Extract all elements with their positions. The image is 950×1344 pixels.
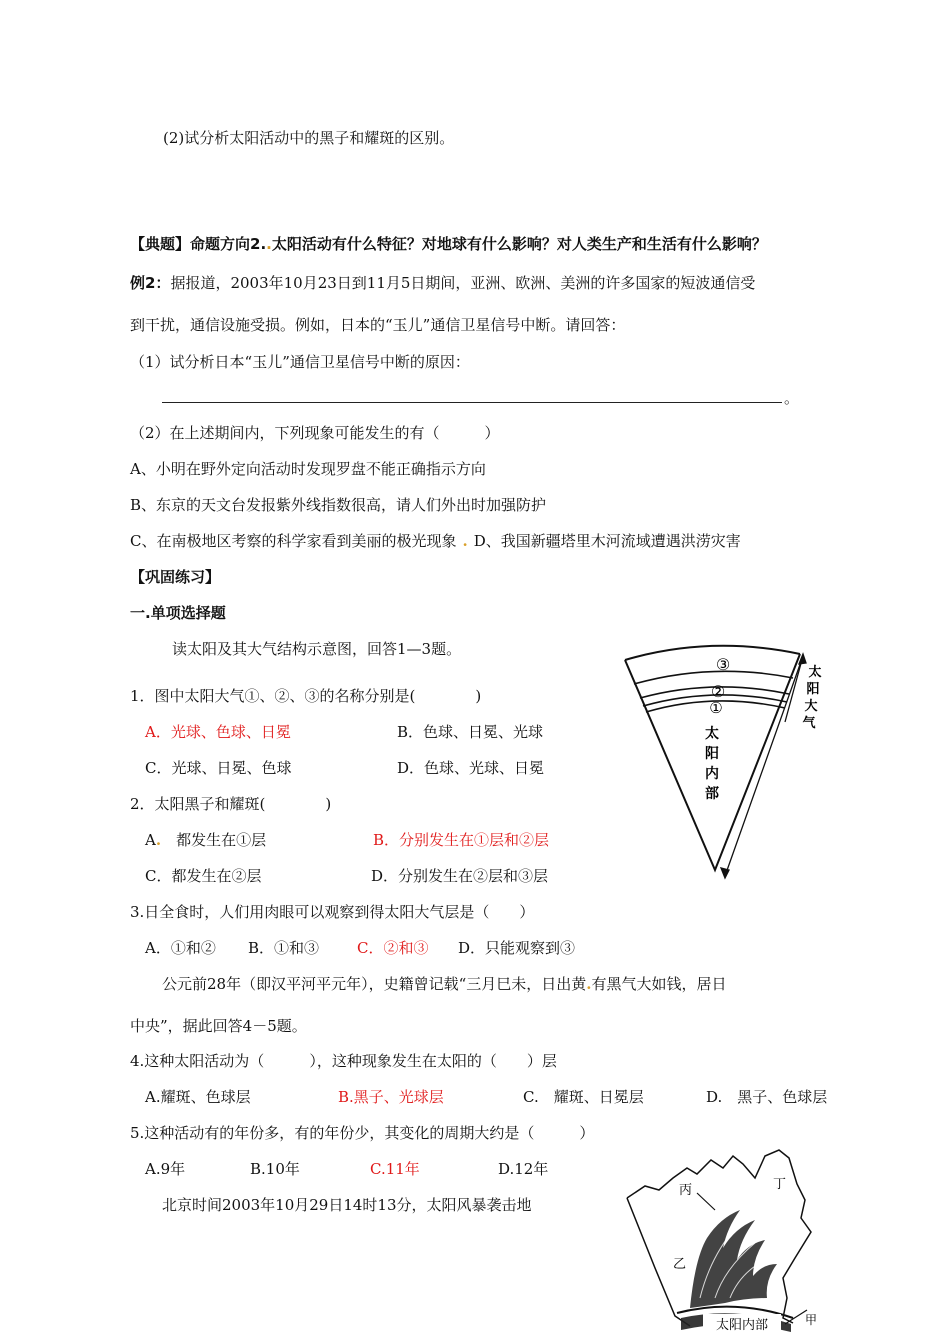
flare-body <box>690 1210 777 1308</box>
q2-option-a-letter: A <box>145 831 156 849</box>
section-heading: 一.单项选择题 <box>130 604 226 622</box>
small-dot-mark: . <box>462 532 468 550</box>
layer3-label: ③ <box>715 655 731 674</box>
example2-option-c: C、在南极地区考察的科学家看到美丽的极光现象 <box>130 532 457 550</box>
small-dot-mark: . <box>155 831 162 849</box>
q1-option-a: A．光球、色球、日冕 <box>145 723 291 741</box>
arrow-head-bottom <box>721 868 729 878</box>
label-yi: 乙 <box>673 1257 687 1272</box>
answer-line <box>162 388 799 408</box>
interior-char-1: 太 <box>705 726 719 742</box>
q3-option-d: D．只能观察到③ <box>458 939 576 957</box>
q3-option-b: B．①和③ <box>248 939 320 957</box>
label-ding: 丁 <box>773 1177 787 1192</box>
atmos-char-1: 太 <box>808 665 822 680</box>
q5-option-c: C.11年 <box>370 1160 420 1178</box>
example2-option-cd <box>130 531 741 551</box>
q4-option-a: A.耀斑、色球层 <box>145 1088 251 1106</box>
atmos-measure-line <box>785 656 803 722</box>
q2-stem: 2．太阳黑子和耀斑( ) <box>130 795 332 813</box>
example2-q1: （1）试分析日本“玉儿”通信卫星信号中断的原因： <box>130 353 470 371</box>
small-dot-mark: . <box>266 235 272 253</box>
outer-arc <box>625 646 800 660</box>
passage3: 北京时间2003年10月29日14时13分，太阳风暴袭击地 <box>162 1196 532 1214</box>
atmos-char-3: 大 <box>804 699 818 714</box>
answer-blank[interactable] <box>162 390 782 403</box>
q2-option-b: B．分别发生在①层和②层 <box>373 831 550 849</box>
example2-option-b: B、东京的天文台发报紫外线指数很高，请人们外出时加强防护 <box>130 496 547 514</box>
q1-option-b: B．色球、日冕、光球 <box>397 723 544 741</box>
example2-q2: （2）在上述期间内，下列现象可能发生的有（ ） <box>130 424 500 442</box>
typical-bracket: 【典题】 <box>130 235 191 253</box>
q1-stem: 1．图中太阳大气①、②、③的名称分别是( ) <box>130 687 482 705</box>
q5-option-d: D.12年 <box>498 1160 549 1178</box>
typical-text-a: 命题方向2. <box>190 235 267 253</box>
q4-option-d: D. 黑子、色球层 <box>706 1088 828 1106</box>
interior-char-2: 阳 <box>705 746 719 762</box>
example2-option-a: A、小明在野外定向活动时发现罗盘不能正确指示方向 <box>130 460 486 478</box>
answer-end-mark: 。 <box>784 389 800 407</box>
q2-option-c: C．都发生在②层 <box>145 867 262 885</box>
atmos-char-4: 气 <box>802 716 816 731</box>
interior-char-3: 内 <box>705 766 719 782</box>
label-bing: 丙 <box>679 1183 693 1198</box>
example2-text1: 据报道，2003年10月23日到11月5日期间，亚洲、欧洲、美洲的许多国家的短波通信受 <box>170 274 756 292</box>
q4-option-b: B.黑子、光球层 <box>338 1088 444 1106</box>
prev-question-2: (2)试分析太阳活动中的黑子和耀斑的区别。 <box>163 129 455 147</box>
example2-line2: 到干扰，通信设施受损。例如，日本的“玉儿”通信卫星信号中断。请回答： <box>130 316 626 334</box>
passage1-text-b: 有黑气大如钱，居日 <box>591 975 727 993</box>
q4-stem: 4.这种太阳活动为（ ），这种现象发生在太阳的（ ）层 <box>130 1052 557 1070</box>
q5-option-b: B.10年 <box>250 1160 300 1178</box>
layer1-label: ① <box>709 699 723 717</box>
example2-label: 例2： <box>130 274 171 292</box>
label-jia: 甲 <box>805 1313 818 1327</box>
q1-option-c: C．光球、日冕、色球 <box>145 759 292 777</box>
figure-intro: 读太阳及其大气结构示意图，回答1—3题。 <box>172 640 462 658</box>
q3-option-a: A．①和② <box>145 939 216 957</box>
typical-text-b: 太阳活动有什么特征？对地球有什么影响？对人类生产和生活有什么影响？ <box>271 235 767 253</box>
practice-heading: 【巩固练习】 <box>130 568 221 586</box>
label-sun-interior: 太阳内部 <box>715 1318 769 1333</box>
q1-option-d: D．色球、光球、日冕 <box>397 759 545 777</box>
bing-pointer <box>697 1193 715 1210</box>
example2-line1 <box>130 273 755 293</box>
passage1-text-a: 公元前28年（即汉平河平元年），史籍曾记载“三月巳未，日出黄 <box>162 975 587 993</box>
q2-option-d: D．分别发生在②层和③层 <box>371 867 549 885</box>
passage1 <box>162 974 727 994</box>
example2-option-d: D、我国新疆塔里木河流域遭遇洪涝灾害 <box>473 532 741 550</box>
atmos-char-2: 阳 <box>806 682 820 697</box>
interior-char-4: 部 <box>705 786 719 802</box>
q5-stem: 5.这种活动有的年份多，有的年份少，其变化的周期大约是（ ） <box>130 1124 595 1142</box>
q3-stem: 3.日全食时，人们用肉眼可以观察到得太阳大气层是（ ） <box>130 903 535 921</box>
q2-option-a-text: 都发生在①层 <box>176 831 267 849</box>
sun-structure-diagram <box>615 640 835 890</box>
q2-option-a <box>145 830 266 850</box>
q4-option-c: C. 耀斑、日冕层 <box>523 1088 644 1106</box>
solar-flare-diagram <box>615 1148 840 1338</box>
q3-option-c: C．②和③ <box>357 939 429 957</box>
typical-question-heading <box>130 234 767 254</box>
small-dot-mark: . <box>586 975 592 993</box>
passage2: 中央”，据此回答4－5题。 <box>130 1017 307 1035</box>
layer2-label: ② <box>710 682 726 701</box>
q5-option-a: A.9年 <box>145 1160 186 1178</box>
